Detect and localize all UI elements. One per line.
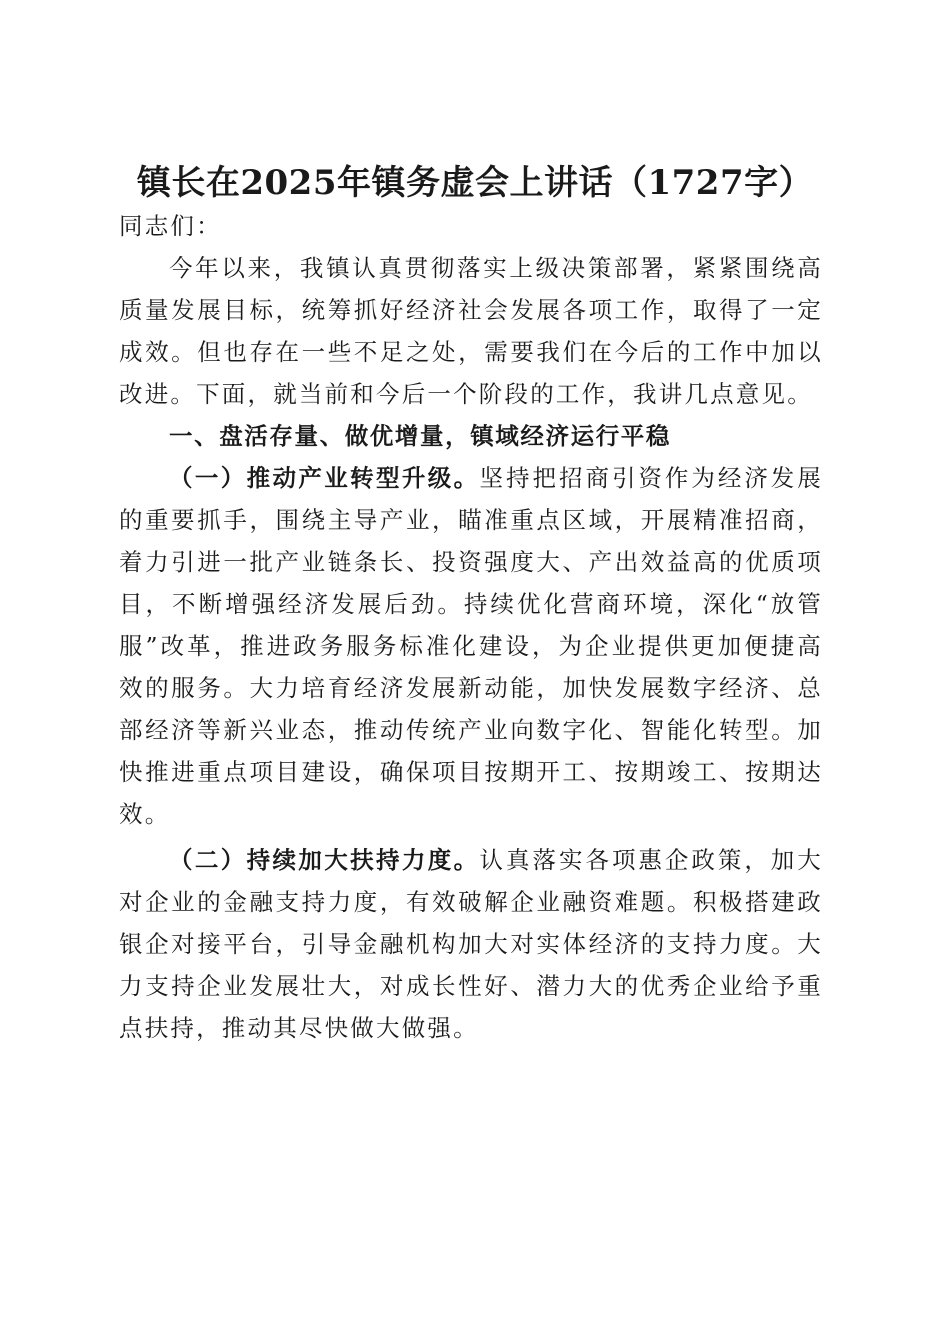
document-title: 镇长在2025年镇务虚会上讲话（1727字）: [136, 162, 814, 203]
intro-paragraph: 今年以来，我镇认真贯彻落实上级决策部署，紧紧围绕高质量发展目标，统筹抓好经济社会发展各项工作，取得了一定成效。但也存在一些不足之处，需要我们在今后的工作中加以改进。下面，就当前和今后一个阶段的工作，我讲几点意见。: [119, 254, 823, 408]
subsection-heading-2: （二）持续加大扶持力度。: [169, 846, 480, 874]
subsection-text-1: 坚持把招商引资作为经济发展的重要抓手，围绕主导产业，瞄准重点区域，开展精准招商，着力引进一批产业链条长、投资强度大、产出效益高的优质项目，不断增强经济发展后劲。持续优化营商环境，深化“放管服”改革，推进政务服务标准化建设，为企业提供更加便捷高效的服务。大力培育经济发展新动能，加快发展数字经济、总部经济等新兴业态，推动传统产业向数字化、智能化转型。加快推进重点项目建设，确保项目按期开工、按期竣工、按期达效。: [119, 464, 823, 828]
document-body: [119, 205, 823, 1049]
subsection-text-2: 认真落实各项惠企政策，加大对企业的金融支持力度，有效破解企业融资难题。积极搭建政银企对接平台，引导金融机构加大对实体经济的支持力度。大力支持企业发展壮大，对成长性好、潜力大的优秀企业给予重点扶持，推动其尽快做大做强。: [119, 846, 823, 1042]
salutation: 同志们：: [119, 212, 222, 240]
subsection-heading-1: （一）推动产业转型升级。: [169, 464, 480, 492]
subsection-paragraph-2: [119, 839, 823, 1049]
section-heading-1: 一、盘活存量、做优增量，镇域经济运行平稳: [169, 422, 671, 450]
subsection-paragraph-1: [119, 457, 823, 835]
